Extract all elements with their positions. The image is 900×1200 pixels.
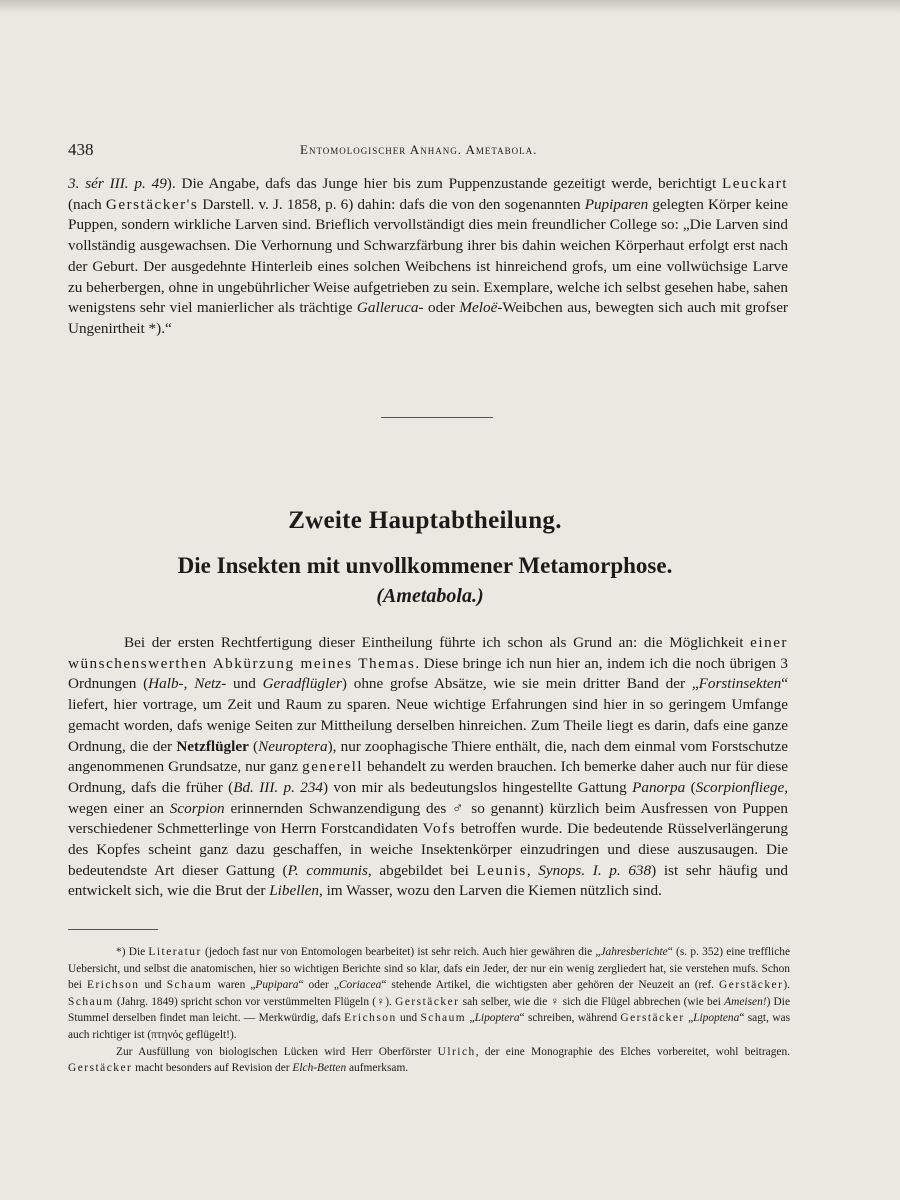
bold-term: Netzflügler — [176, 737, 249, 755]
footnote-rule — [68, 929, 158, 930]
spaced-emphasis: einer wünschenswerthen Abkürzung meines Themas — [68, 634, 788, 672]
citation: 3. sér III. p. 49 — [68, 175, 167, 192]
section-divider — [381, 417, 493, 418]
spaced-emphasis: generell — [302, 758, 364, 776]
book-title: Forstinsekten — [698, 675, 782, 693]
page-header — [68, 140, 788, 162]
footnotes — [68, 944, 790, 1077]
taxon-name: Pupiparen — [584, 195, 649, 213]
taxon-name: Meloë — [459, 299, 498, 317]
body-paragraph: Bei der ersten Rechtfertigung dieser Eintheilung führte ich schon als Grund an: die Möglichkeit einer wünschenswerthen Abkürzung meines Themas. Diese bringe ich nun hier an, indem ich die noch übrigen 3 Ordnungen (Halb-, Netz- und Geradflügler) ohne grofse Absätze, wie sie mein dritter Band der „Forstinsekten“ liefert, hier vortrage, um Zeit und Raum zu sparen. Neue wichtige Erfahrungen sind hier in so geringem Umfange gemacht worden, dafs wenige Seiten zur Mittheilung derselben hinreichen. Zum Theile liegt es darin, dafs eine ganze Ordnung, die der Netzflügler (Neuroptera), nur zoophagische Thiere enthält, die, nach dem einmal vom Forstschutze angenommenen Grundsatze, nur ganz generell behandelt zu werden brauchen. Ich bemerke daher auch nur für diese Ordnung, dafs die früher (Bd. III. p. 234) von mir als bedeutungslos hingestellte Gattung Panorpa (Scorpionfliege, wegen einer an Scorpion erinnernden Schwanzendigung des ♂ so genannt) kürzlich beim Ausfressen von Puppen verschiedener Schmetterlinge von Herrn Forstcandidaten Vofs betroffen wurde. Die bedeutende Rüsselverlängerung des Kopfes scheint ganz dazu geschaffen, in weiche Insektenkörper einzudringen und diese auszusaugen. Die bedeutendste Art dieser Gattung (P. communis, abgebildet bei Leunis, Synops. I. p. 638) ist sehr häufig und entwickelt sich, wie die Brut der Libellen, im Wasser, wozu den Larven die Kiemen nützlich sind. — [68, 634, 789, 900]
footnote: Zur Ausfüllung von biologischen Lücken wird Herr Oberförster Ulrich, der eine Monographie des Elches vorbereitet, wohl beitragen. Gerstäcker macht besonders auf Revision der Elch-Betten aufmerksam. — [68, 1045, 790, 1075]
author-name: Leuckart — [722, 175, 788, 192]
section-heading: Zweite Hauptabtheilung. — [288, 507, 562, 534]
author-name: Gerstäcker's — [105, 195, 199, 213]
scan-edge-shadow — [0, 0, 900, 14]
section-latin-name: (Ametabola.) — [376, 585, 484, 607]
footnote: *) Die Literatur (jedoch fast nur von Entomologen bearbeitet) ist sehr reich. Auch hier gewähren die „Jahresberichte“ (s. p. 352) eine treffliche Uebersicht, und selbst die anatomischen, hier so wichtigen Berichte sind so klar, dafs ein Jeder, der nur ein wenig zergliedert hat, sie verstehen mufs. Schon bei Erichson und Schaum waren „Pupipara“ oder „Coriacea“ stehende Artikel, die wichtigsten aber gehören der Neuzeit an (ref. Gerstäcker). Schaum (Jahrg. 1849) spricht schon vor verstümmelten Flügeln (♀). Gerstäcker sah selber, wie die ♀ sich die Flügel abbrechen (wie bei Ameisen!) Die Stummel derselben findet man leicht. — Merkwürdig, dafs Erichson und Schaum „Lipoptera“ schreiben, während Gerstäcker „Lipoptena“ sagt, was auch richtiger ist (πτηνός geflügelt!). — [68, 946, 791, 1041]
author-name: Vofs — [422, 820, 457, 838]
section-subheading: Die Insekten mit unvollkommener Metamorphose. — [177, 553, 673, 578]
continued-paragraph: 3. sér III. p. 49). Die Angabe, dafs das Junge hier bis zum Puppenzustande gezeitigt werde, berichtigt Leuckart (nach Gerstäcker's Darstell. v. J. 1858, p. 6) dahin: dafs die von den sogenannten Pupiparen gelegten Körper keine Puppen, sondern wirkliche Larven sind. Brieflich vervollständigt dies mein freundlicher College so: „Die Larven sind vollständig ausgewachsen. Die Verhornung und Schwarzfärbung ihrer bis dahin weichen Körperhaut erfolgt erst nach der Geburt. Der ausgedehnte Hinterleib eines solchen Weibchens ist hinreichend grofs, um eine vollwüchsige Larve zu beherbergen, ohne in ungebührlicher Weise aufgetrieben zu sein. Exemplare, welche ich selbst gesehen habe, sahen wenigstens sehr viel manierlicher als trächtige Galleruca- oder Meloë-Weibchen aus, bewegten sich auch mit grofser Ungenirtheit *).“ — [68, 175, 788, 337]
author-name: Leunis — [476, 861, 527, 879]
taxon-name: Galleruca- — [356, 299, 424, 317]
page-number: 438 — [68, 140, 94, 159]
running-head: Entomologischer Anhang. Ametabola. — [300, 142, 538, 157]
